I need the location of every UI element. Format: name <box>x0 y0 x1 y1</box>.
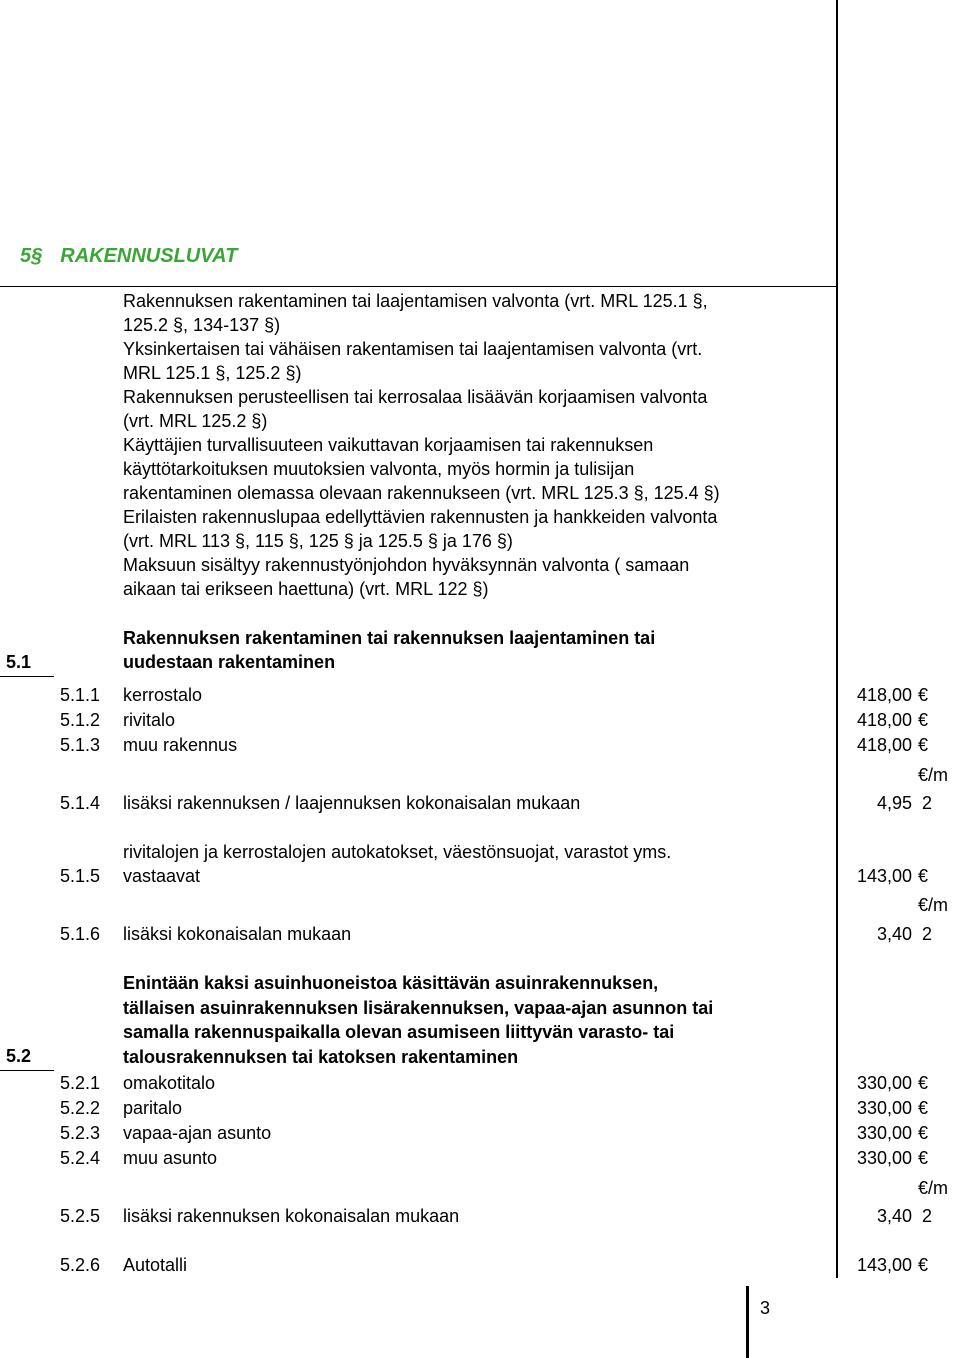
item-label: omakotitalo <box>123 1073 216 1093</box>
euro-unit: € <box>918 1073 929 1093</box>
intro-line: 125.2 §, 134-137 §) <box>123 315 281 335</box>
intro-line: Käyttäjien turvallisuuteen vaikuttavan korjaamisen tai rakennuksen <box>123 435 654 455</box>
heading-underline <box>0 286 837 287</box>
euro-unit: € <box>918 685 929 705</box>
intro-line: (vrt. MRL 125.2 §) <box>123 411 268 431</box>
section-title-line: tällaisen asuinrakennuksen lisärakennuksen, vapaa-ajan asunnon tai <box>123 998 714 1018</box>
intro-line: käyttötarkoituksen muutoksien valvonta, myös hormin ja tulisijan <box>123 459 635 479</box>
page-number: 3 <box>760 1298 771 1318</box>
item-price: 4,95 <box>876 793 912 813</box>
item-code: 5.2.4 <box>60 1148 101 1168</box>
item-label: kerrostalo <box>123 685 203 705</box>
section-title-line: Rakennuksen rakentaminen tai rakennuksen laajentaminen tai <box>123 628 656 648</box>
item-label: lisäksi rakennuksen kokonaisalan mukaan <box>123 1206 460 1226</box>
item-price: 330,00 <box>856 1148 912 1168</box>
item-price: 3,40 <box>876 1206 912 1226</box>
intro-line: aikaan tai erikseen haettuna) (vrt. MRL 122 §) <box>123 579 489 599</box>
intro-line: (vrt. MRL 113 §, 115 §, 125 § ja 125.5 § ja 176 §) <box>123 531 513 551</box>
heading-number: 5§ <box>20 245 43 267</box>
item-code: 5.2.1 <box>60 1073 101 1093</box>
heading-title: RAKENNUSLUVAT <box>60 245 238 267</box>
area-unit-bottom: 2 <box>922 1206 933 1226</box>
section-5-2-underline <box>0 1070 54 1071</box>
item-price: 330,00 <box>856 1098 912 1118</box>
item-label: lisäksi kokonaisalan mukaan <box>123 924 352 944</box>
item-code: 5.2.5 <box>60 1206 101 1226</box>
page-number-rule <box>746 1286 749 1358</box>
item-label: muu asunto <box>123 1148 218 1168</box>
intro-line: rakentaminen olemassa olevaan rakennukseen (vrt. MRL 125.3 §, 125.4 §) <box>123 483 720 503</box>
euro-unit: € <box>918 1098 929 1118</box>
item-code: 5.1.5 <box>60 866 101 886</box>
item-code: 5.1.6 <box>60 924 101 944</box>
item-price: 418,00 <box>856 685 912 705</box>
page-heading <box>20 245 255 268</box>
item-price: 330,00 <box>856 1073 912 1093</box>
item-code: 5.1.3 <box>60 735 101 755</box>
area-unit-bottom: 2 <box>922 924 933 944</box>
area-unit-top: €/m <box>918 765 949 785</box>
item-price: 143,00 <box>856 866 912 886</box>
section-5-1-underline <box>0 676 54 677</box>
intro-line: Erilaisten rakennuslupaa edellyttävien rakennusten ja hankkeiden valvonta <box>123 507 718 527</box>
item-label: vapaa-ajan asunto <box>123 1123 272 1143</box>
area-unit-top: €/m <box>918 895 949 915</box>
intro-line: Rakennuksen rakentaminen tai laajentamisen valvonta (vrt. MRL 125.1 §, <box>123 291 708 311</box>
section-number: 5.2 <box>6 1046 32 1066</box>
item-label: rivitalo <box>123 710 176 730</box>
intro-line: MRL 125.1 §, 125.2 §) <box>123 363 302 383</box>
item-code: 5.2.3 <box>60 1123 101 1143</box>
item-label: Autotalli <box>123 1255 188 1275</box>
euro-unit: € <box>918 1255 929 1275</box>
euro-unit: € <box>918 710 929 730</box>
item-price: 330,00 <box>856 1123 912 1143</box>
item-price: 418,00 <box>856 735 912 755</box>
euro-unit: € <box>918 735 929 755</box>
item-price: 418,00 <box>856 710 912 730</box>
item-label: vastaavat <box>123 866 201 886</box>
item-code: 5.1.4 <box>60 793 101 813</box>
item-code: 5.1.1 <box>60 685 101 705</box>
euro-unit: € <box>918 866 929 886</box>
item-code: 5.1.2 <box>60 710 101 730</box>
section-title-line: Enintään kaksi asuinhuoneistoa käsittävän asuinrakennuksen, <box>123 973 659 993</box>
intro-line: Maksuun sisältyy rakennustyönjohdon hyväksynnän valvonta ( samaan <box>123 555 690 575</box>
item-label: paritalo <box>123 1098 183 1118</box>
item-code: 5.2.2 <box>60 1098 101 1118</box>
section-number: 5.1 <box>6 652 32 672</box>
item-price: 143,00 <box>856 1255 912 1275</box>
area-unit-bottom: 2 <box>922 793 933 813</box>
item-label: muu rakennus <box>123 735 238 755</box>
item-label: rivitalojen ja kerrostalojen autokatokset, väestönsuojat, varastot yms. <box>123 842 672 862</box>
euro-unit: € <box>918 1123 929 1143</box>
item-code: 5.2.6 <box>60 1255 101 1275</box>
section-title-line: samalla rakennuspaikalla olevan asumiseen liittyvän varasto- tai <box>123 1022 675 1042</box>
section-title-line: talousrakennuksen tai katoksen rakentaminen <box>123 1047 519 1067</box>
section-title-line: uudestaan rakentaminen <box>123 652 336 672</box>
item-label: lisäksi rakennuksen / laajennuksen kokonaisalan mukaan <box>123 793 581 813</box>
intro-line: Rakennuksen perusteellisen tai kerrosalaa lisäävän korjaamisen valvonta <box>123 387 708 407</box>
intro-line: Yksinkertaisen tai vähäisen rakentamisen tai laajentamisen valvonta (vrt. <box>123 339 703 359</box>
euro-unit: € <box>918 1148 929 1168</box>
item-price: 3,40 <box>876 924 912 944</box>
area-unit-top: €/m <box>918 1178 949 1198</box>
